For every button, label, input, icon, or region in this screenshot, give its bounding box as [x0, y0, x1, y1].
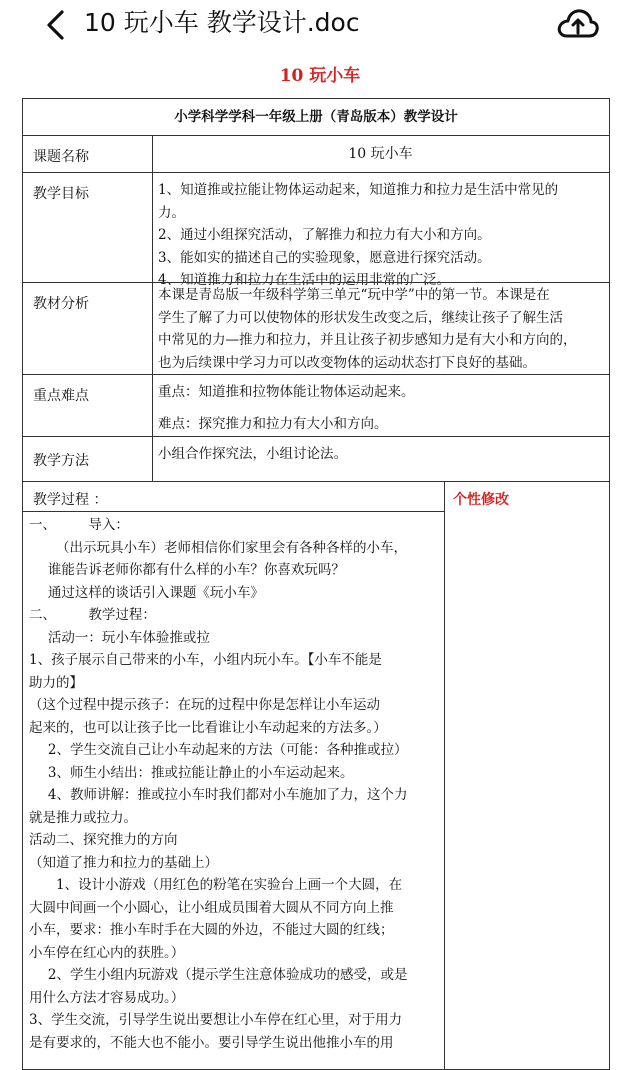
goal-line: 4、知道推力和拉力在生活中的运用非常的广泛。 — [158, 272, 451, 288]
process-line: 2、学生小组内玩游戏（提示学生注意体验成功的感受，或是 — [47, 967, 408, 983]
process-line: 就是推力或拉力。 — [29, 809, 137, 826]
analysis-line: 也为后续课中学习力可以改变物体的运动状态打下良好的基础。 — [158, 354, 536, 371]
process-line — [29, 604, 439, 627]
process-line — [29, 514, 439, 537]
process-line: 起来的，也可以让孩子比一比看谁让小车动起来的方法多。） — [29, 719, 387, 736]
chevron-left-icon[interactable] — [40, 8, 74, 42]
process-line: （这个过程中提示孩子：在玩的过程中你是怎样让小车运动 — [29, 697, 380, 713]
document-page — [0, 52, 640, 1057]
process-body-text — [29, 514, 439, 1054]
cell-label — [23, 375, 153, 436]
process-line: （出示玩具小车）老师相信你们家里会有各种各样的小车， — [56, 539, 407, 556]
row-teaching-goals — [22, 172, 610, 288]
process-line: 是有要求的，不能大也不能小。要引导学生说出他推小车的用 — [29, 1034, 394, 1051]
process-line: 大圆中间画一个小圆心，让小组成员围着大圆从不同方向上推 — [29, 899, 394, 916]
process-line: 活动二、探究推力的方向 — [29, 832, 178, 848]
process-line: 助力的】 — [29, 674, 83, 691]
process-line: 通过这样的谈话引入课题《玩小车》 — [47, 584, 264, 601]
row-course-name — [22, 135, 610, 173]
label-teaching-goals: 教学目标 — [33, 186, 89, 202]
cell-label — [23, 173, 153, 282]
top-bar — [0, 0, 640, 52]
process-line: 1、设计小游戏（用红色的粉笔在实验台上画一个大圆，在 — [56, 877, 403, 893]
row-material-analysis — [22, 282, 610, 375]
process-line: 4、教师讲解：推或拉小车时我们都对小车施加了力，这个力 — [47, 787, 408, 803]
teaching-method-value: 小组合作探究法，小组讨论法。 — [158, 446, 347, 462]
process-line: 3、师生小结出：推或拉能让静止的小车运动起来。 — [47, 764, 354, 781]
section-heading: 教学过程： — [88, 607, 156, 623]
section-number: 二、 — [29, 607, 56, 623]
section-number: 一、 — [29, 517, 56, 533]
lesson-title: 10 玩小车 — [279, 66, 361, 86]
process-line: 活动一：玩小车体验推或拉 — [47, 629, 210, 646]
teaching-goals-text — [158, 179, 601, 292]
cloud-upload-icon[interactable] — [556, 5, 600, 43]
goal-line: 3、能如实的描述自己的实验现象，愿意进行探究活动。 — [158, 249, 491, 266]
analysis-line: 学生了解了力可以使物体的形状发生改变之后，继续让孩子了解生活 — [158, 309, 563, 326]
key-point-line: 重点：知道推和拉物体能让物体运动起来。 — [158, 384, 415, 400]
section-heading: 导入： — [88, 517, 129, 533]
document-title: 10 玩小车 教学设计.doc — [84, 8, 360, 37]
goal-line: 2、通过小组探究活动，了解推力和拉力有大小和方向。 — [158, 227, 491, 243]
process-line: 2、学生交流自己让小车动起来的方法（可能：各种推或拉） — [47, 742, 408, 758]
table-header: 小学科学学科一年级上册（青岛版本）教学设计 — [174, 109, 458, 125]
label-course-name: 课题名称 — [33, 149, 89, 165]
analysis-line: 本课是青岛版一年级科学第三单元“玩中学”中的第一节。本课是在 — [158, 287, 550, 303]
label-teaching-process: 教学过程 ： — [33, 492, 108, 508]
label-material-analysis: 教材分析 — [33, 296, 89, 312]
process-line: 小车停在红心内的获胜。） — [29, 944, 185, 961]
label-personal-notes: 个性修改 — [453, 492, 509, 508]
difficulty-line: 难点：探究推力和拉力有大小和方向。 — [158, 415, 388, 432]
cell-label — [23, 136, 153, 172]
label-teaching-method: 教学方法 — [33, 453, 89, 469]
label-key-points: 重点难点 — [33, 388, 89, 404]
goal-line: 1、知道推或拉能让物体运动起来，知道推力和拉力是生活中常见的 — [158, 182, 559, 198]
material-analysis-text — [158, 284, 601, 374]
process-line: 用什么方法才容易成功。） — [29, 989, 185, 1006]
process-line: 谁能告诉老师你都有什么样的小车？你喜欢玩吗？ — [47, 562, 345, 578]
cell-label — [23, 283, 153, 374]
course-name-value: 10 玩小车 — [348, 146, 413, 162]
process-line: 1、孩子展示自己带来的小车，小组内玩小车。【小车不能是 — [29, 652, 382, 668]
analysis-line: 中常见的力—推力和拉力，并且让孩子初步感知力是有大小和方向的， — [158, 332, 577, 348]
process-line: （知道了推力和拉力的基础上） — [29, 854, 218, 871]
key-points-text — [158, 381, 601, 435]
process-line: 3、学生交流，引导学生说出要想让小车停在红心里，对于用力 — [29, 1012, 403, 1028]
row-teaching-method — [22, 436, 610, 482]
goal-line: 力。 — [158, 204, 185, 221]
cell-label — [23, 437, 153, 481]
row-process-body — [22, 510, 610, 1070]
table-header-row — [22, 98, 610, 136]
row-key-points — [22, 374, 610, 437]
process-line: 小车，要求：推小车时手在大圆的外边，不能过大圆的红线； — [29, 922, 394, 938]
